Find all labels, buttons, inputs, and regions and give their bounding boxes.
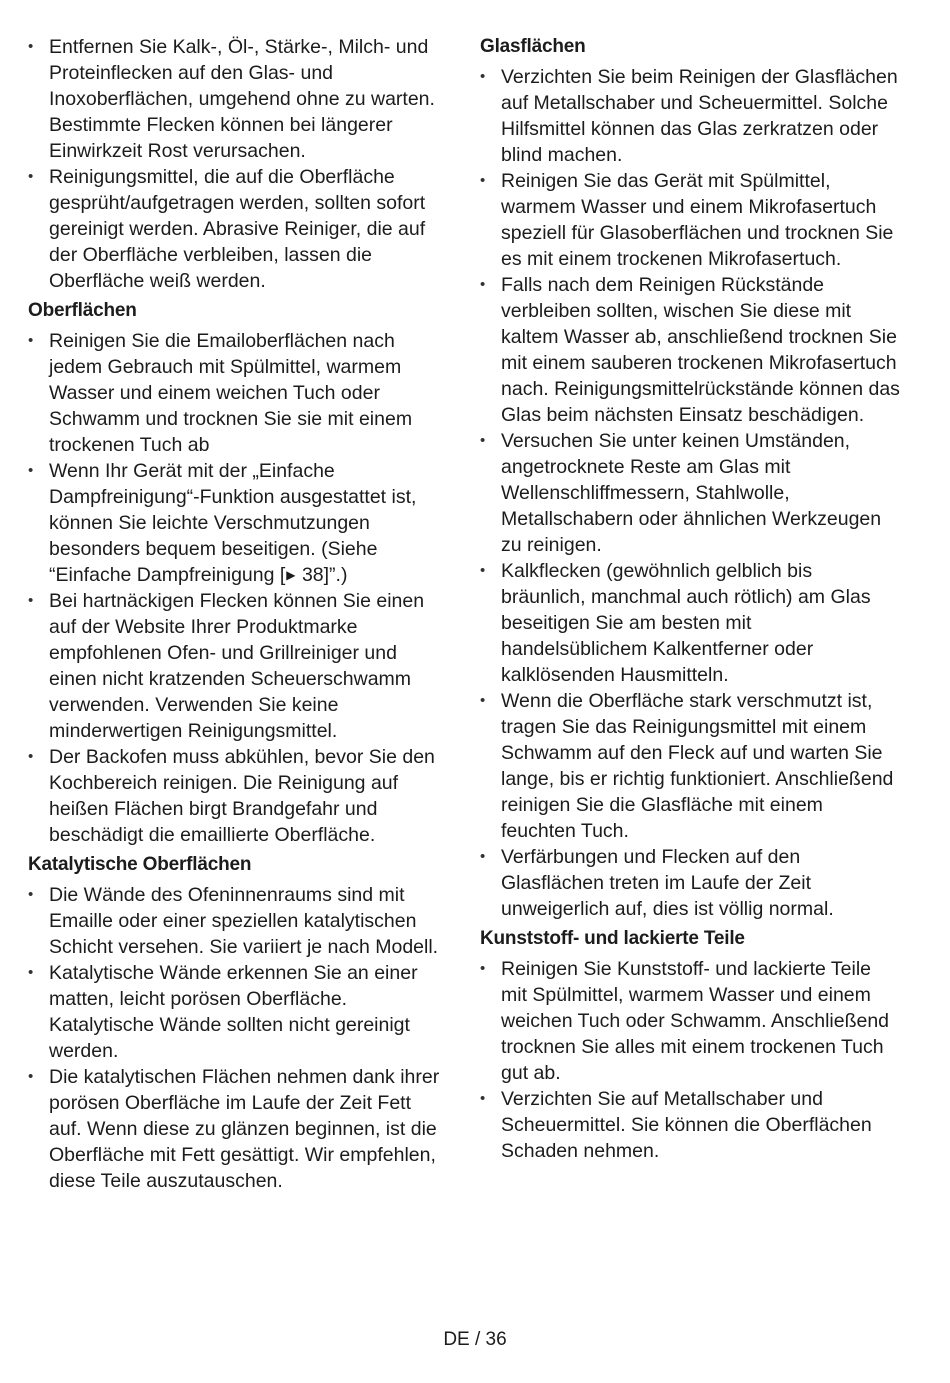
reference-text-after: 38]”.) [296, 564, 348, 586]
left-column [28, 34, 448, 1194]
list-item: • Die katalytischen Flächen nehmen dank ihrer porösen Oberfläche im Laufe der Zeit Fett auf. Wenn diese zu glänzen beginnen, ist die Oberfläche mit Fett gesättigt. Wir empfehlen, diese Teile auszutauschen. [28, 1064, 448, 1194]
list-item: • Entfernen Sie Kalk-, Öl-, Stärke-, Milch- und Proteinflecken auf den Glas- und Inoxoberflächen, umgehend ohne zu warten. Bestimmte Flecken können bei längerer Einwirkzeit Rost verursachen. [28, 34, 448, 164]
glass-list [480, 64, 900, 922]
plastic-list [480, 956, 900, 1164]
list-item: • Verzichten Sie beim Reinigen der Glasflächen auf Metallschaber und Scheuermittel. Solche Hilfsmittel können das Glas zerkratzen oder blind machen. [480, 64, 900, 168]
section-heading-catalytic: Katalytische Oberflächen [28, 854, 252, 875]
intro-list [28, 34, 448, 294]
section-heading-plastic: Kunststoff- und lackierte Teile [480, 928, 745, 949]
list-item: • Reinigungsmittel, die auf die Oberfläche gesprüht/aufgetragen werden, sollten sofort gereinigt werden. Abrasive Reiniger, die auf der Oberfläche verbleiben, lassen die Oberfläche weiß werden. [28, 164, 448, 294]
catalytic-list [28, 882, 448, 1194]
list-item: • Verzichten Sie auf Metallschaber und Scheuermittel. Sie können die Oberflächen Schaden nehmen. [480, 1086, 900, 1164]
section-heading-surfaces: Oberflächen [28, 300, 137, 321]
section-heading-glass: Glasflächen [480, 36, 586, 57]
reference-arrow-icon: ▶ [286, 568, 296, 582]
list-item: • Katalytische Wände erkennen Sie an einer matten, leicht porösen Oberfläche. Katalytische Wände sollten nicht gereinigt werden. [28, 960, 448, 1064]
list-item: • Kalkflecken (gewöhnlich gelblich bis bräunlich, manchmal auch rötlich) am Glas beseitigen Sie am besten mit handelsüblichem Kalkentferner oder kalklösenden Hausmitteln. [480, 558, 900, 688]
reference-text-before: Wenn Ihr Gerät mit der „Einfache Dampfreinigung“-Funktion ausgestattet ist, können Sie leichte Verschmutzungen besonders bequem beseitigen. (Siehe “Einfache Dampfreinigung [ [49, 460, 417, 586]
list-item: • Reinigen Sie das Gerät mit Spülmittel, warmem Wasser und einem Mikrofasertuch speziell für Glasoberflächen und trocknen Sie es mit einem trockenen Mikrofasertuch. [480, 168, 900, 272]
list-item: • Reinigen Sie die Emailoberflächen nach jedem Gebrauch mit Spülmittel, warmem Wasser und einem weichen Tuch oder Schwamm und trocknen Sie sie mit einem trockenen Tuch ab [28, 328, 448, 458]
right-column [480, 34, 900, 1164]
list-item: • Bei hartnäckigen Flecken können Sie einen auf der Website Ihrer Produktmarke empfohlenen Ofen- und Grillreiniger und einen nicht kratzenden Scheuerschwamm verwenden. Verwenden Sie keine minderwertigen Reinigungsmittel. [28, 588, 448, 744]
list-item: • Wenn die Oberfläche stark verschmutzt ist, tragen Sie das Reinigungsmittel mit einem Schwamm auf den Fleck auf und warten Sie lange, bis er richtig funktioniert. Anschließend reinigen Sie die Glasfläche mit einem feuchten Tuch. [480, 688, 900, 844]
list-item: • Falls nach dem Reinigen Rückstände verbleiben sollten, wischen Sie diese mit kaltem Wasser ab, anschließend trocknen Sie mit einem sauberen trockenen Mikrofasertuch nach. Reinigungsmittelrückstände können das Glas beim nächsten Einsatz beschädigen. [480, 272, 900, 428]
list-item: • Verfärbungen und Flecken auf den Glasflächen treten im Laufe der Zeit unweigerlich auf, dies ist völlig normal. [480, 844, 900, 922]
list-item: • Die Wände des Ofeninnenraums sind mit Emaille oder einer speziellen katalytischen Schicht versehen. Sie variiert je nach Modell. [28, 882, 448, 960]
list-item: • Der Backofen muss abkühlen, bevor Sie den Kochbereich reinigen. Die Reinigung auf heißen Flächen birgt Brandgefahr und beschädigt die emaillierte Oberfläche. [28, 744, 448, 848]
page-number: DE / 36 [443, 1329, 507, 1350]
list-item-with-reference [28, 458, 448, 588]
surfaces-list [28, 328, 448, 848]
list-item: • Reinigen Sie Kunststoff- und lackierte Teile mit Spülmittel, warmem Wasser und einem weichen Tuch oder Schwamm. Anschließend trocknen Sie alles mit einem trockenen Tuch gut ab. [480, 956, 900, 1086]
list-item: • Versuchen Sie unter keinen Umständen, angetrocknete Reste am Glas mit Wellenschliffmessern, Stahlwolle, Metallschabern oder ähnlichen Werkzeugen zu reinigen. [480, 428, 900, 558]
